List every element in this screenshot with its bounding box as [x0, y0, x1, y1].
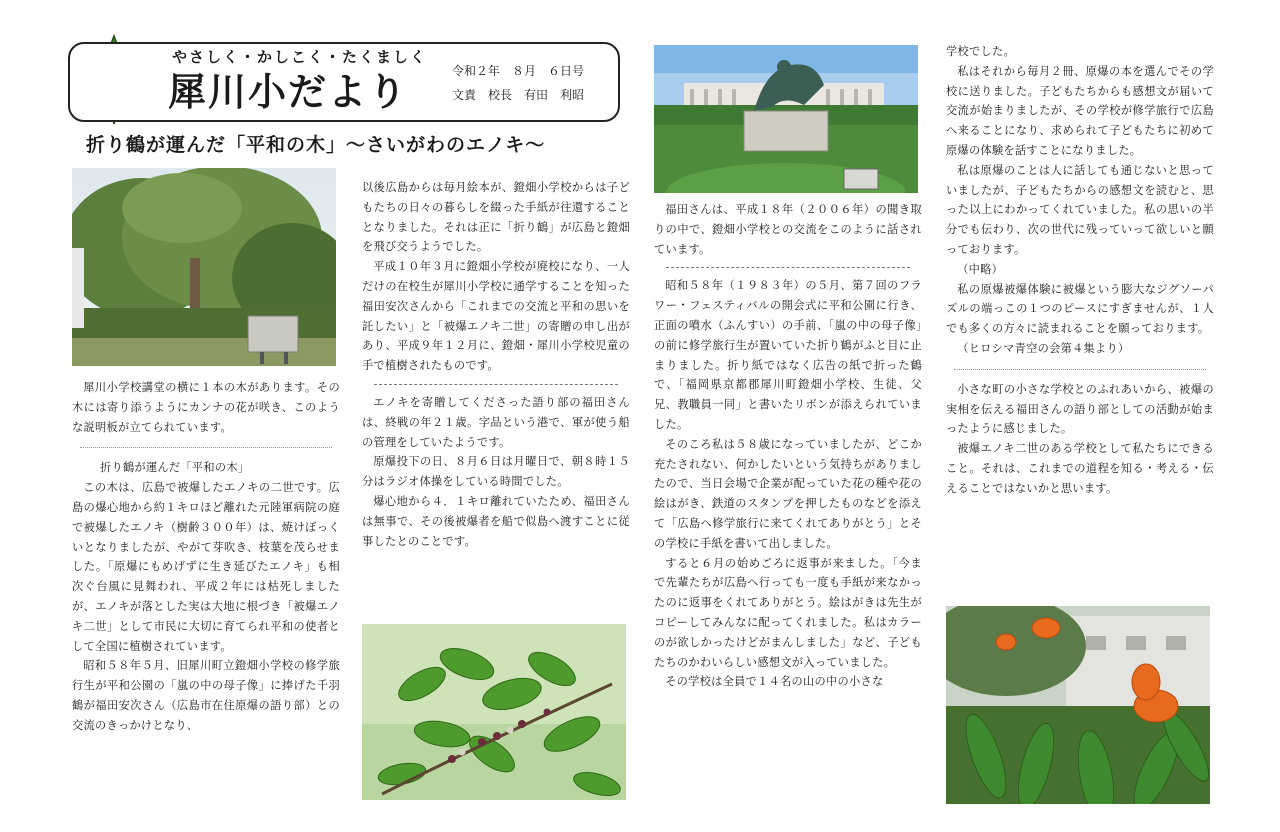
- tree-photo: [72, 168, 336, 366]
- divider: [80, 447, 332, 448]
- divider: [666, 267, 910, 268]
- omission-note: （中略）: [957, 262, 1004, 276]
- canna-photo: [946, 606, 1210, 804]
- column-2: [362, 178, 630, 551]
- paragraph: 学校でした。: [946, 45, 1015, 58]
- monument-photo: [654, 45, 918, 193]
- paragraph: 以後広島からは毎月絵本が、鐙畑小学校からは子どもたちの日々の暮らしを綴った手紙が往還することとなりました。それは正に「折り鶴」が広島と鐙畑を飛び交うようでした。: [362, 181, 630, 254]
- column-4: [946, 42, 1214, 499]
- article-headline: 折り鶴が運んだ「平和の木」～さいがわのエノキ～: [86, 134, 546, 156]
- paragraph: この木は、広島で被爆したエノキの二世です。広島の爆心地から約１キロほど離れた元陸軍病院の庭で被爆したエノキ（樹齢３００年）は、焼けぼっくいとなりましたが、やがて芽吹き、枝葉を茂らせました。「原爆にもめげずに生き延びたエノキ」も相次ぐ台風に見舞われ、平成２年には枯死しましたが、エノキが落とした実は大地に根づき「被爆エノキ二世」として市民に大切に育てられ平和の使者として全国に植樹されています。: [72, 481, 340, 653]
- column-3: [654, 200, 922, 692]
- paragraph: すると６月の始めごろに返事が来ました。「今まで先輩たちが広島へ行っても一度も手紙が来なかったのに返事をくれてありがとう。絵はがきは先生がコピーしてみんなに配ってくれました。私はカラーのが欲しかったけどがまんしました」など、子どもたちのかわいらしい感想文が入っていました。: [654, 556, 922, 669]
- divider: [954, 369, 1206, 370]
- paragraph: そのころ私は５８歳になっていましたが、どこか充たされない、何かしたいという気持ちがありましたので、当日会場で企業が配っていた花の種や花の絵はがき、鉄道のスタンプを押したものなどを添えて「広島へ修学旅行に来てくれてありがとう」とその学校に手紙を書いて出しました。: [654, 437, 922, 550]
- divider: [374, 384, 618, 385]
- column-1: [72, 378, 340, 736]
- paragraph: 平成１０年３月に鐙畑小学校が廃校になり、一人だけの在校生が犀川小学校に通学することを知った福田安次さんから「これまでの交流と平和の思いを託したい」と「被爆エノキ二世」の寄贈の申し出があり、平成９年１２月に、鐙畑・犀川小学校児童の手で植樹されたものです。: [362, 260, 630, 373]
- paragraph: エノキを寄贈してくださった語り部の福田さんは、終戦の年２１歳。字品という港で、軍が使う船の管理をしていたようです。: [362, 395, 630, 449]
- paragraph: 原爆投下の日、８月６日は月曜日で、朝８時１５分はラジオ体操をしている時間でした。: [362, 455, 630, 489]
- newsletter-title: 犀川小だより: [168, 70, 409, 114]
- paragraph: 私は原爆のことは人に話しても通じないと思っていましたが、子どもたちからの感想文を読むと、思った以上にわかってくれていました。私の思いの半分でも伝わり、次の世代に残っていって欲しいと願っております。: [946, 163, 1214, 256]
- paragraph: その学校は全員で１４名の山の中の小さな: [665, 675, 884, 689]
- source-note: （ヒロシマ青空の会第４集より）: [957, 341, 1130, 355]
- paragraph: 小さな町の小さな学校とのふれあいから、被爆の実相を伝える福田さんの語り部としての活動が始まったように感じました。: [946, 382, 1214, 436]
- paragraph: 昭和５８年（１９８３年）の５月、第７回のフラワー・フェスティバルの開会式に平和公園に行き、正面の噴水（ふんすい）の手前、「嵐の中の母子像」の前に修学旅行生が置いていた折り鶴がふと目に止まりました。折り紙ではなく広告の紙で折った鶴で、「福岡県京都郡犀川町鐙畑小学校、生徒、父兄、教職員一同」と書いたリボンが添えられていました。: [654, 279, 922, 431]
- issue-date: 令和２年 ８月 ６日号: [452, 64, 585, 78]
- paragraph: 被爆エノキ二世のある学校として私たちにできること。それは、これまでの道程を知る・考える・伝えることではないかと思います。: [946, 442, 1214, 495]
- paragraph: 昭和５８年５月、旧犀川町立鐙畑小学校の修学旅行生が平和公園の「嵐の中の母子像」に捧げた千羽鶴が福田安次さん（広島市在住原爆の語り部）との交流のきっかけとなり、: [72, 659, 340, 732]
- school-motto: やさしく・かしこく・たくましく: [172, 48, 428, 66]
- paragraph: 私はそれから毎月２冊、原爆の本を選んでその学校に送りました。子どもたちからも感想文が届いて交流が始まりましたが、その学校が修学旅行で広島へ来ることになり、求められて子どもたちに初めて原爆の体験を話すことになりました。: [946, 64, 1214, 157]
- paragraph: 爆心地から４．１キロ離れていたため、福田さんは無事で、その後被爆者を船で似島へ渡すことに従事したとのことです。: [362, 494, 630, 548]
- paragraph: 私の原爆被爆体験に被爆という膨大なジグソーパズルの端っこの１つのピースにすぎませんが、１人でも多くの方々に読まれることを願っております。: [946, 282, 1214, 336]
- issue-author: 文責 校長 有田 利昭: [452, 88, 585, 102]
- intro-paragraph: 犀川小学校講堂の横に１本の木があります。その木には寄り添うようにカンナの花が咲き、このような説明板が立てられています。: [72, 381, 340, 434]
- leaves-photo: [362, 624, 626, 800]
- section-title: 折り鶴が運んだ「平和の木」: [100, 461, 250, 475]
- paragraph: 福田さんは、平成１８年（２００６年）の聞き取りの中で、鐙畑小学校との交流をこのように話されています。: [654, 203, 922, 256]
